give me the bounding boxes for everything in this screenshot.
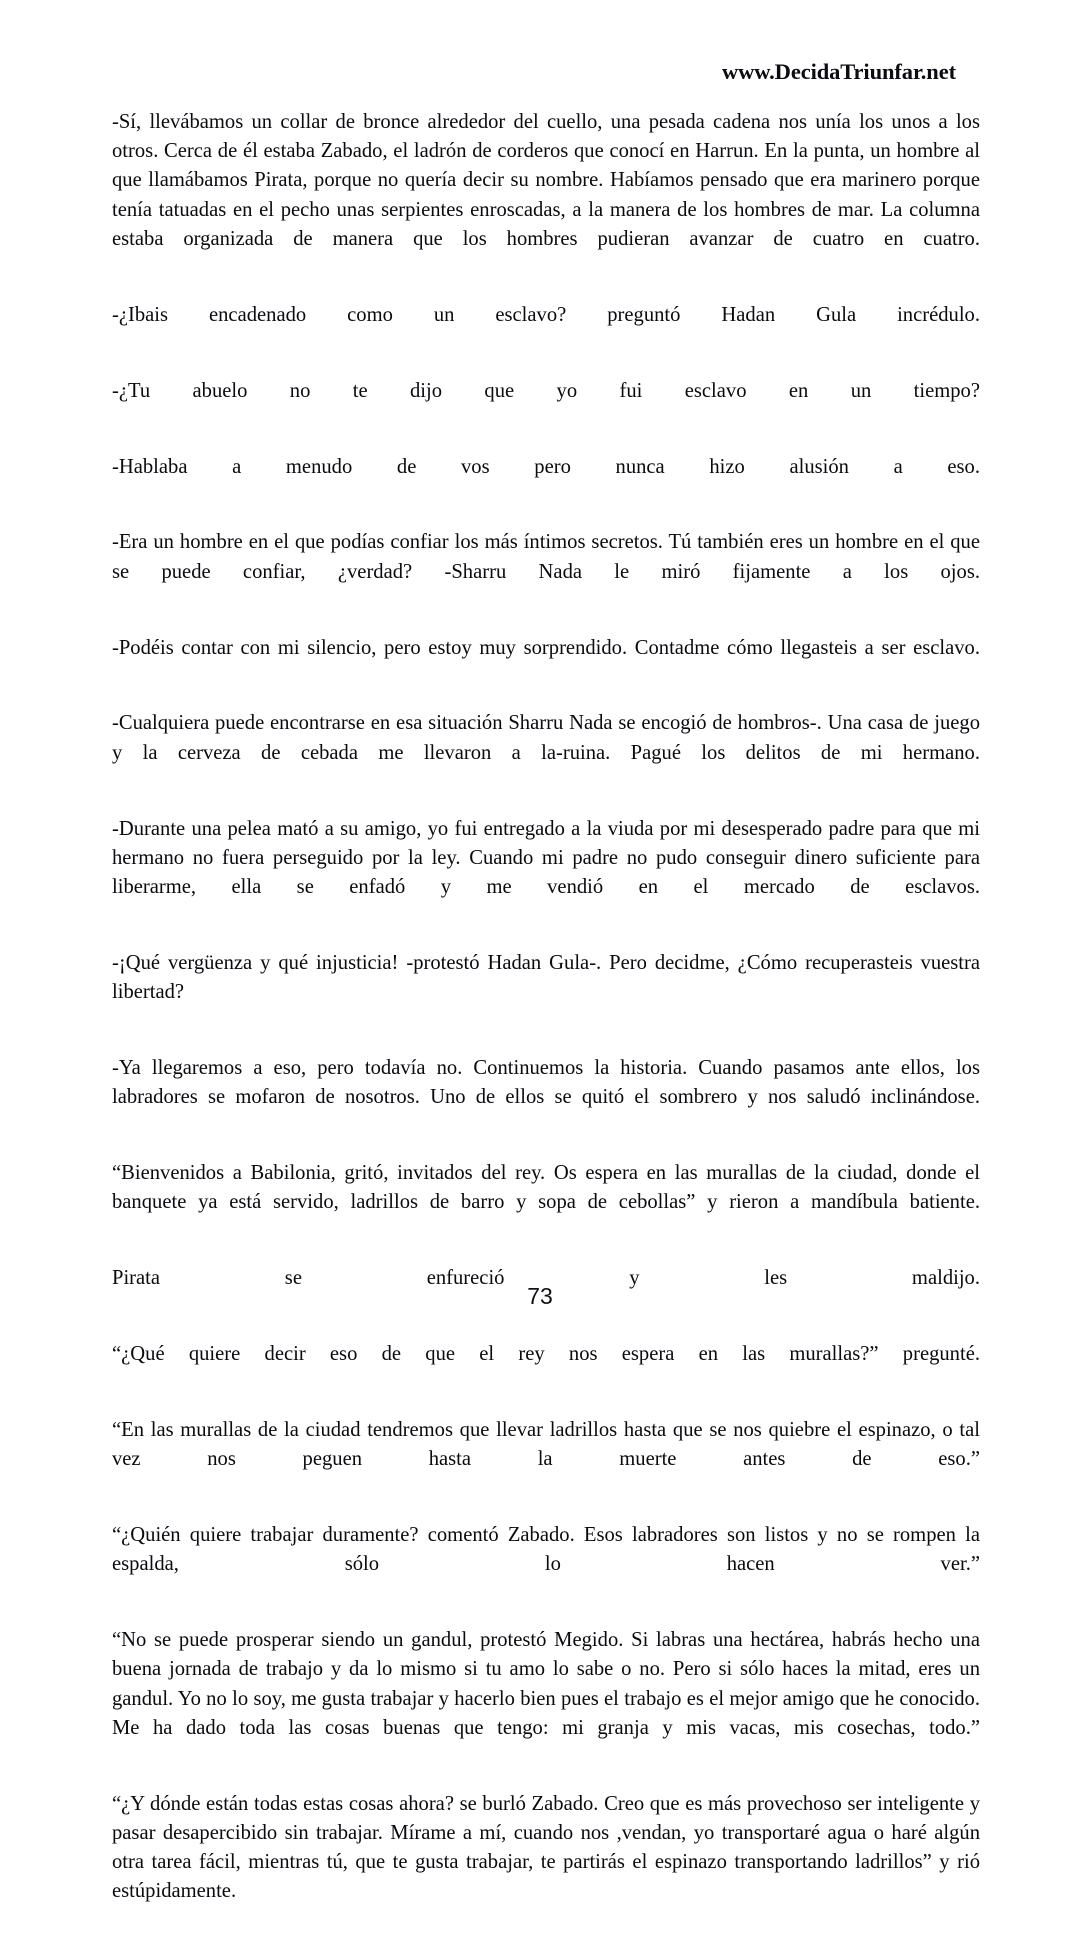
paragraph: “¿Qué quiere decir eso de que el rey nos espera en las murallas?” pregunté. — [112, 1343, 980, 1366]
paragraph: “¿Quién quiere trabajar duramente? comentó Zabado. Esos labradores son listos y no se rompen la espalda, sólo lo hacen ver.” — [112, 1524, 980, 1576]
paragraph: -Podéis contar con mi silencio, pero estoy muy sorprendido. Contadme cómo llegasteis a ser esclavo. — [112, 636, 980, 659]
paragraph: -¿Ibais encadenado como un esclavo? preguntó Hadan Gula incrédulo. — [112, 303, 980, 326]
paragraph: -Ya llegaremos a eso, pero todavía no. Continuemos la historia. Cuando pasamos ante ellos, los labradores se mofaron de nosotros. Uno de ellos se quitó el sombrero y nos saludó inclinándose. — [112, 1056, 980, 1109]
paragraph: Pirata se enfureció y les maldijo. — [112, 1267, 980, 1290]
page-number: 73 — [527, 1283, 553, 1309]
running-header — [112, 58, 956, 92]
paragraph: -¡Qué vergüenza y qué injusticia! -protestó Hadan Gula-. Pero decidme, ¿Cómo recuperasteis vuestra libertad? — [112, 951, 980, 1004]
paragraph: -Durante una pelea mató a su amigo, yo fui entregado a la viuda por mi desesperado padre para que mi hermano no fuera perseguido por la ley. Cuando mi padre no pudo conseguir dinero suficiente para liberarme, ella se enfadó y me vendió en el mercado de esclavos. — [112, 817, 980, 898]
paragraph: -Hablaba a menudo de vos pero nunca hizo alusión a eso. — [112, 455, 980, 478]
paragraph: “¿Y dónde están todas estas cosas ahora? se burló Zabado. Creo que es más provechoso ser inteligente y pasar desapercibido sin trabajar. Mírame a mí, cuando nos ,vendan, yo transportaré agua o haré algún otra tarea fácil, mientras tú, que te gusta trabajar, te partirás el espinazo transportando ladrillos” y rió estúpidamente. — [112, 1792, 980, 1903]
paragraph: -Era un hombre en el que podías confiar los más íntimos secretos. Tú también eres un hombre en el que se puede confiar, ¿verdad? -Sharru Nada le miró fijamente a los ojos. — [112, 531, 980, 583]
page-footer — [0, 1282, 1080, 1310]
header-website-url: www.DecidaTriunfar.net — [721, 59, 956, 84]
paragraph: -¿Tu abuelo no te dijo que yo fui esclavo en un tiempo? — [112, 379, 980, 402]
paragraph: “Bienvenidos a Babilonia, gritó, invitados del rey. Os espera en las murallas de la ciudad, donde el banquete ya está servido, ladrillos de barro y sopa de cebollas” y rieron a mandíbula batiente. — [112, 1162, 980, 1214]
paragraph: -Cualquiera puede encontrarse en esa situación Sharru Nada se encogió de hombros-. Una casa de juego y la cerveza de cebada me llevaron a la-ruina. Pagué los delitos de mi hermano. — [112, 712, 980, 764]
body-text-column — [112, 108, 980, 1936]
paragraph: -Sí, llevábamos un collar de bronce alrededor del cuello, una pesada cadena nos unía los unos a los otros. Cerca de él estaba Zabado, el ladrón de corderos que conocí en Harrun. En la punta, un hombre al que llamábamos Pirata, porque no quería decir su nombre. Habíamos pensado que era marinero porque tenía tatuadas en el pecho unas serpientes enroscadas, a la manera de los hombres de mar. La columna estaba organizada de manera que los hombres pudieran avanzar de cuatro en cuatro. — [112, 111, 980, 250]
paragraph: “En las murallas de la ciudad tendremos que llevar ladrillos hasta que se nos quiebre el espinazo, o tal vez nos peguen hasta la muerte antes de eso.” — [112, 1419, 980, 1471]
paragraph: “No se puede prosperar siendo un gandul, protestó Megido. Si labras una hectárea, habrás hecho una buena jornada de trabajo y da lo mismo si tu amo lo sabe o no. Pero si sólo haces la mitad, eres un gandul. Yo no lo soy, me gusta trabajar y hacerlo bien pues el trabajo es el mejor amigo que he conocido. Me ha dado toda las cosas buenas que tengo: mi granja y mis vacas, mis cosechas, todo.” — [112, 1629, 980, 1739]
